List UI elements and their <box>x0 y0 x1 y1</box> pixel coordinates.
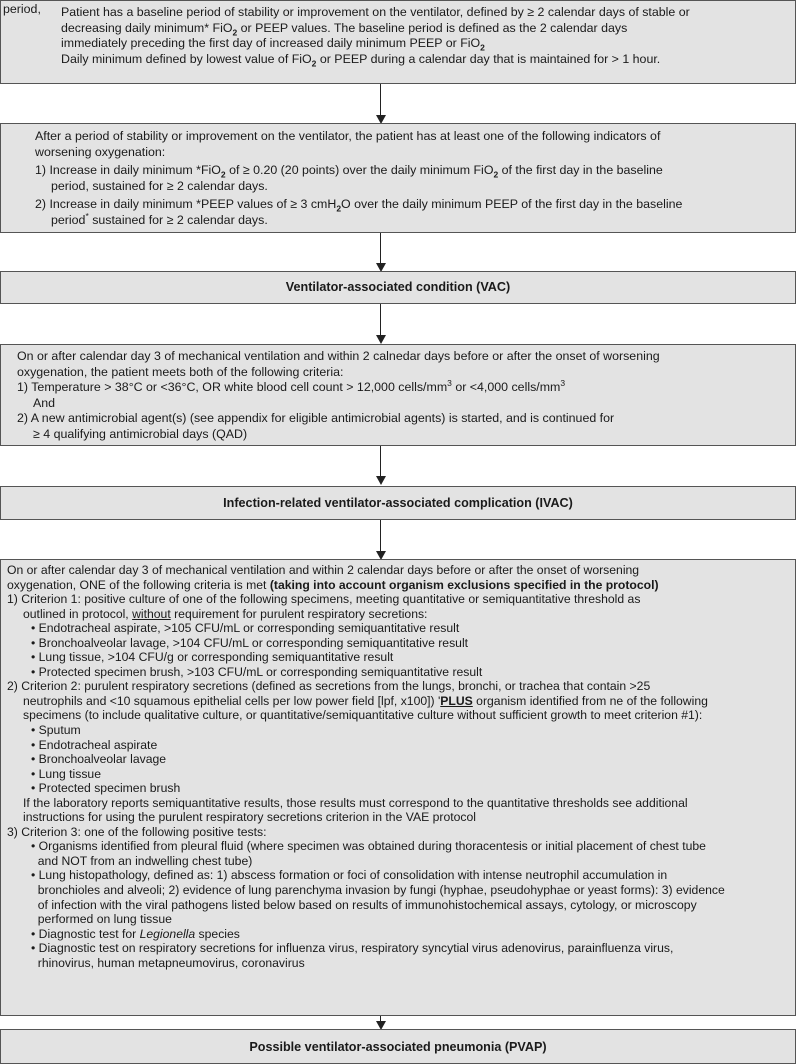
period-fragment: period, <box>3 2 41 16</box>
criterion-2-cont: neutrophils and <10 squamous epithelial cells per low power field [lpf, x100]) 'PLUS organism identified from ne of the following <box>23 693 708 708</box>
criterion-3-item: • Diagnostic test on respiratory secretions for influenza virus, respiratory syncytial virus adenovirus, parainfluenza virus, <box>31 941 674 956</box>
criterion-1-item: • Endotracheal aspirate, >105 CFU/mL or corresponding semiquantitative result <box>31 621 460 636</box>
criterion-2-item: • Sputum <box>31 723 81 738</box>
peep-criterion: 2) Increase in daily minimum *PEEP values of ≥ 3 cmH$_2$O over the daily minimum PEEP of the first day in the baseline <box>35 197 683 214</box>
pvap-box <box>0 1029 796 1064</box>
fio2-criterion-cont: period, sustained for ≥ 2 calendar days. <box>51 178 268 193</box>
flow-arrow-3 <box>376 304 386 344</box>
flow-arrow-4 <box>376 446 386 486</box>
peep-criterion-cont: period* sustained for ≥ 2 calendar days. <box>51 210 268 227</box>
criterion-3-item: bronchioles and alveoli; 2) evidence of lung parenchyma invasion by fungi (hyphae, pseudohyphae or yeast forms): 3) evidence <box>31 883 725 898</box>
baseline-line-2: decreasing daily minimum* FiO$_2$ or PEEP values. The baseline period is defined as the 2 calendar days <box>61 20 628 38</box>
worsening-intro-1: After a period of stability or improvement on the ventilator, the patient has at least one of the following indicators of <box>35 129 661 143</box>
baseline-line-1: Patient has a baseline period of stability or improvement on the ventilator, defined by ≥ 2 calendar days of stable or <box>61 5 690 19</box>
flow-arrow-2 <box>376 233 386 273</box>
criterion-2: 2) Criterion 2: purulent respiratory secretions (defined as secretions from the lungs, bronchi, or trachea that contain >25 <box>7 679 651 694</box>
pvap-intro-2: oxygenation, ONE of the following criteria is met (taking into account organism exclusions specified in the protocol) <box>7 577 659 592</box>
ivac-title: Infection-related ventilator-associated complication (IVAC) <box>223 496 573 510</box>
flow-arrow-1 <box>376 84 386 124</box>
criterion-3-item: • Organisms identified from pleural fluid (where specimen was obtained during thoracentesis or initial placement of chest tube <box>31 839 706 854</box>
criterion-1-item: • Protected specimen brush, >103 CFU/mL or corresponding semiquantitative result <box>31 664 483 679</box>
criterion-1: 1) Criterion 1: positive culture of one of the following specimens, meeting quantitative or semiquantitative threshold as <box>7 592 641 607</box>
criterion-1-item: • Bronchoalveolar lavage, >104 CFU/mL or corresponding semiquantitative result <box>31 635 469 650</box>
baseline-period-box <box>0 0 796 84</box>
semiquantitative-note-cont: instructions for using the purulent respiratory secretions criterion in the VAE protocol <box>23 810 476 825</box>
temperature-criterion: 1) Temperature > 38°C or <36°C, OR white blood cell count > 12,000 cells/$mm^3$ or <4,000 cells/$mm^3$ <box>17 378 566 395</box>
criterion-2-item: • Protected specimen brush <box>31 781 181 796</box>
criterion-3-item: performed on lung tissue <box>31 912 172 927</box>
criterion-3-item: and NOT from an indwelling chest tube) <box>31 853 253 868</box>
criterion-3-legionella: • Diagnostic test for Legionella species <box>31 926 240 941</box>
criterion-3-item: rhinovirus, human metapneumovirus, coronavirus <box>31 955 305 970</box>
baseline-line-4: Daily minimum defined by lowest value of FiO$_2$ or PEEP during a calendar day that is maintained for > 1 hour. <box>61 51 661 69</box>
ivac-intro-2: oxygenation, the patient meets both of the following criteria: <box>17 364 344 379</box>
antimicrobial-criterion: 2) A new antimicrobial agent(s) (see appendix for eligible antimicrobial agents) is started, and is continued for <box>17 411 615 426</box>
criterion-1-item: • Lung tissue, >104 CFU/g or corresponding semiquantitative result <box>31 650 394 665</box>
criterion-3: 3) Criterion 3: one of the following positive tests: <box>7 824 267 839</box>
criterion-3-item: • Lung histopathology, defined as: 1) abscess formation or foci of consolidation with intense neutrophil accumulation in <box>31 868 668 883</box>
vac-title: Ventilator-associated condition (VAC) <box>285 280 511 294</box>
flow-arrow-6 <box>376 1016 386 1030</box>
baseline-line-3: immediately preceding the first day of increased daily minimum PEEP or FiO$_2$ <box>61 36 485 53</box>
vac-box <box>0 271 796 304</box>
worsening-oxygenation-box <box>0 123 796 233</box>
ivac-box <box>0 486 796 520</box>
fio2-criterion: 1) Increase in daily minimum *FiO$_2$ of ≥ 0.20 (20 points) over the daily minimum FiO$_2$ of the first day in the baseline <box>35 163 663 180</box>
semiquantitative-note: If the laboratory reports semiquantitative results, those results must correspond to the quantitative thresholds see additional <box>23 795 688 810</box>
criterion-2-item: • Bronchoalveolar lavage <box>31 752 167 767</box>
criterion-2-item: • Lung tissue <box>31 766 101 781</box>
pvap-title: Possible ventilator-associated pneumonia (PVAP) <box>249 1040 547 1054</box>
criterion-2-specimens: specimens (to include qualitative culture, or quantitative/semiquantitative culture without sufficient growth to meet criterion #1): <box>23 708 703 723</box>
pvap-criteria-box <box>0 559 796 1016</box>
flow-arrow-5 <box>376 520 386 560</box>
antimicrobial-criterion-cont: ≥ 4 qualifying antimicrobial days (QAD) <box>33 426 248 441</box>
ivac-intro-1: On or after calendar day 3 of mechanical ventilation and within 2 calnedar days before or after the onset of worsening <box>17 349 660 363</box>
criterion-3-item: of infection with the viral pathogens listed below based on results of immunohistochemical assays, cytology, or microscopy <box>31 897 697 912</box>
criterion-1-cont: outlined in protocol, without requirement for purulent respiratory secretions: <box>23 606 428 621</box>
and-connector: And <box>33 395 56 410</box>
criterion-2-item: • Endotracheal aspirate <box>31 737 158 752</box>
infection-criteria-box <box>0 344 796 446</box>
worsening-intro-2: worsening oxygenation: <box>35 144 166 159</box>
pvap-intro-1: On or after calendar day 3 of mechanical ventilation and within 2 calendar days before or after the onset of worsening <box>7 563 640 577</box>
